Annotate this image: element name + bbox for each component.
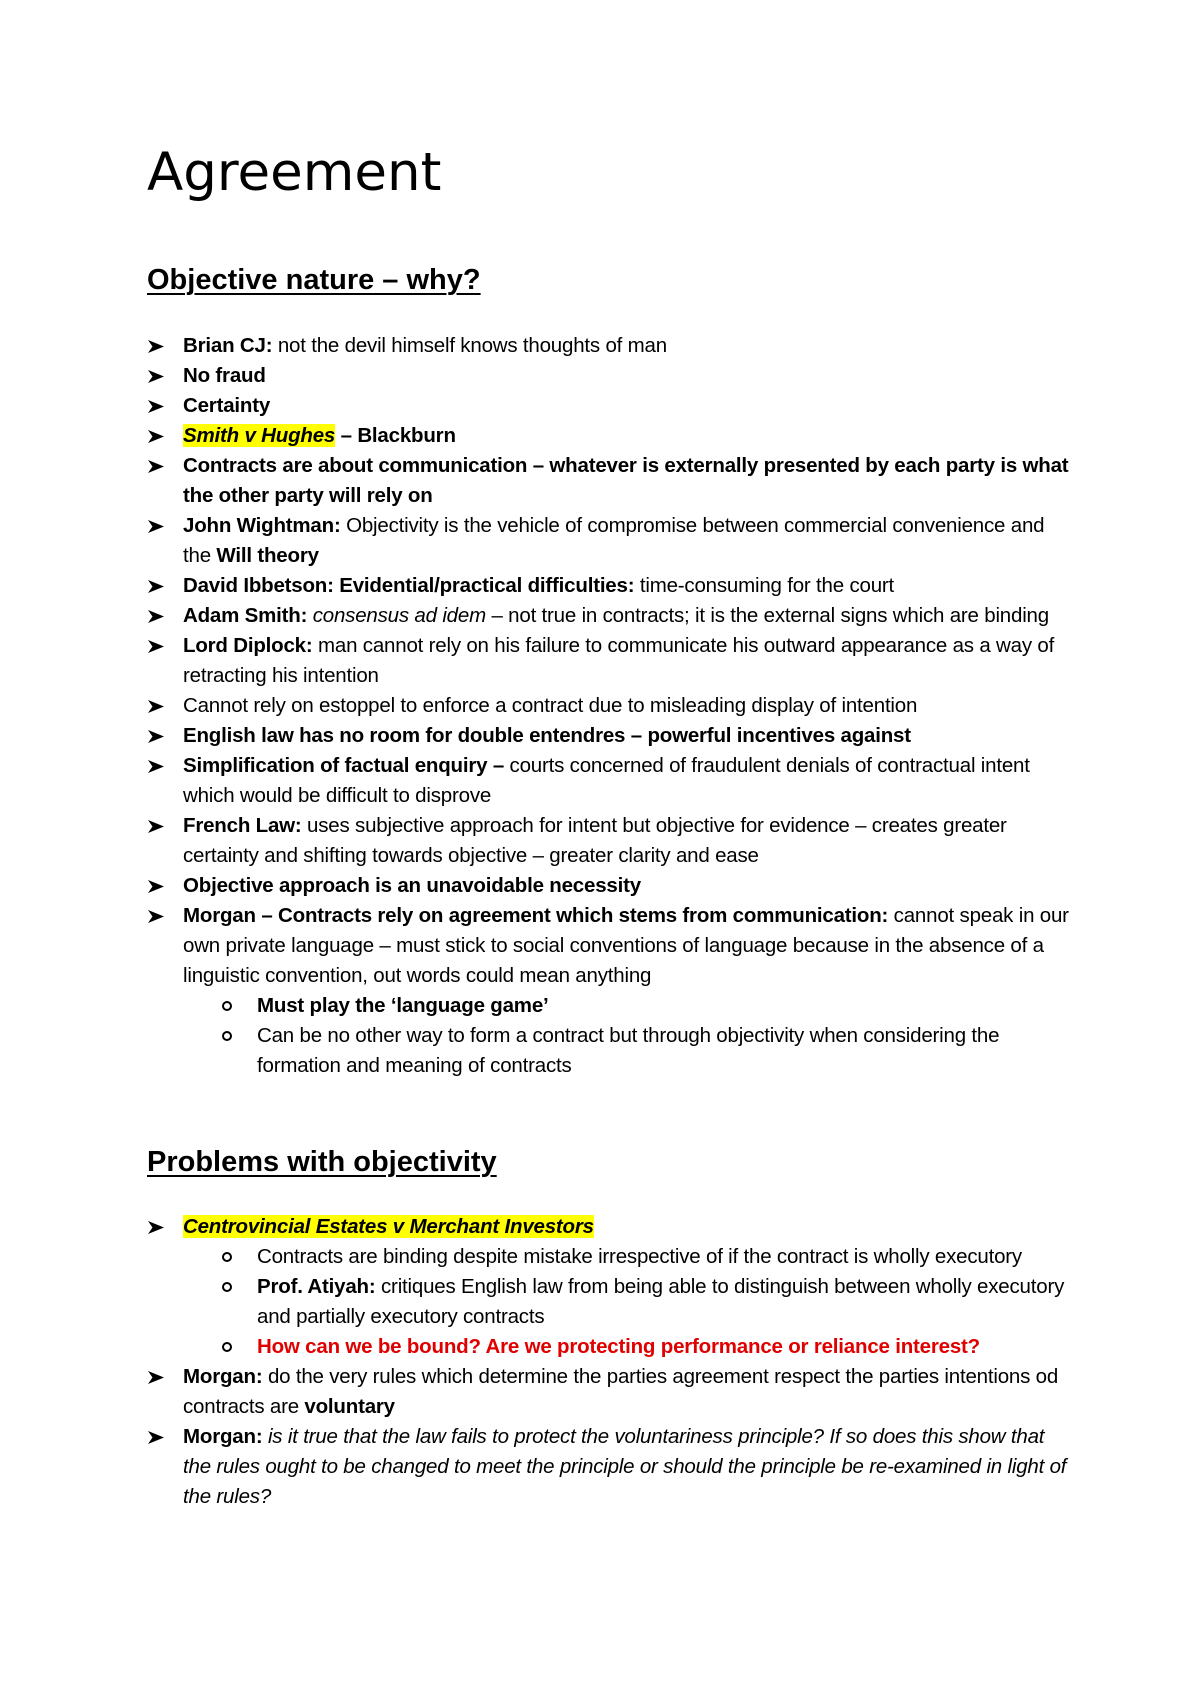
list-item	[147, 631, 1077, 691]
bold-text: Objective approach is an unavoidable necessity	[183, 874, 641, 897]
list-item	[147, 391, 1077, 421]
body-text: cannot speak in our own private language – must stick to social conventions of language because in the absence of a linguistic convention, out words could mean anything	[183, 904, 1069, 987]
circle-bullet-icon	[222, 1031, 232, 1041]
body-text: Objectivity is the vehicle of compromise between commercial convenience and the	[183, 514, 1045, 567]
list-item	[147, 901, 1077, 991]
body-text: not the devil himself knows thoughts of man	[272, 334, 667, 357]
arrow-bullet-icon	[148, 1371, 164, 1384]
body-text: Contracts are binding despite mistake irrespective of if the contract is wholly executory	[257, 1245, 1022, 1268]
list-item	[147, 811, 1077, 871]
body-text: man cannot rely on his failure to communicate his outward appearance as a way of retracting his intention	[183, 634, 1055, 687]
circle-bullet-icon	[222, 1252, 232, 1262]
bold-text: – Blackburn	[335, 424, 456, 447]
list-item	[147, 871, 1077, 901]
arrow-bullet-icon	[148, 610, 164, 623]
section-list-objective-nature	[147, 331, 1077, 1081]
body-text: courts concerned of fraudulent denials of contractual intent which would be difficult to disprove	[183, 754, 1030, 807]
list-item	[147, 751, 1077, 811]
list-item	[147, 421, 1077, 451]
highlighted-case-name: Smith v Hughes	[183, 424, 336, 447]
bold-text: Morgan:	[183, 1425, 263, 1448]
sub-list-item	[147, 1332, 1077, 1362]
arrow-bullet-icon	[148, 730, 164, 743]
sub-list-item	[147, 1242, 1077, 1272]
bold-text: Must play the ‘language game’	[257, 994, 549, 1017]
arrow-bullet-icon	[148, 400, 164, 413]
case-name	[183, 424, 335, 447]
circle-bullet-icon	[222, 1001, 232, 1011]
section-heading-objective-nature: Objective nature – why?	[147, 264, 481, 296]
list-item	[147, 721, 1077, 751]
bold-text: voluntary	[304, 1395, 395, 1418]
body-text: time-consuming for the court	[634, 574, 895, 597]
circle-bullet-icon	[222, 1342, 232, 1352]
sub-list-item	[147, 991, 1077, 1021]
document-title: Agreement	[147, 142, 442, 203]
body-text: – not true in contracts; it is the external signs which are binding	[485, 604, 1049, 627]
body-text: Can be no other way to form a contract but through objectivity when considering the formation and meaning of contracts	[257, 1024, 1000, 1077]
bold-text: Certainty	[183, 394, 271, 417]
bold-text: Brian CJ:	[183, 334, 273, 357]
sub-list-item	[147, 1272, 1077, 1332]
arrow-bullet-icon	[148, 580, 164, 593]
list-item	[147, 1362, 1077, 1422]
bold-text: Adam Smith:	[183, 604, 308, 627]
body-text: do the very rules which determine the parties agreement respect the parties intentions od contracts are	[183, 1365, 1059, 1418]
bold-text: Contracts are about communication – whatever is externally presented by each party is what the other party will rely on	[183, 454, 1069, 507]
arrow-bullet-icon	[148, 700, 164, 713]
bold-text: French Law:	[183, 814, 302, 837]
list-item	[147, 451, 1077, 511]
arrow-bullet-icon	[148, 910, 164, 923]
list-item	[147, 691, 1077, 721]
arrow-bullet-icon	[148, 640, 164, 653]
bold-text: English law has no room for double entendres – powerful incentives against	[183, 724, 911, 747]
circle-bullet-icon	[222, 1282, 232, 1292]
arrow-bullet-icon	[148, 520, 164, 533]
list-item	[147, 601, 1077, 631]
bold-text: Will theory	[216, 544, 319, 567]
red-question-text: How can we be bound? Are we protecting performance or reliance interest?	[257, 1335, 980, 1358]
arrow-bullet-icon	[148, 430, 164, 443]
list-item	[147, 1422, 1077, 1512]
list-item	[147, 361, 1077, 391]
arrow-bullet-icon	[148, 760, 164, 773]
list-item	[147, 1212, 1077, 1242]
arrow-bullet-icon	[148, 820, 164, 833]
list-item	[147, 331, 1077, 361]
bold-text: David Ibbetson: Evidential/practical difficulties:	[183, 574, 635, 597]
section-heading-problems-with-objectivity: Problems with objectivity	[147, 1146, 497, 1178]
arrow-bullet-icon	[148, 1431, 164, 1444]
italic-text: consensus ad idem	[307, 604, 486, 627]
sub-list-item	[147, 1021, 1077, 1081]
bold-text: Morgan:	[183, 1365, 263, 1388]
arrow-bullet-icon	[148, 340, 164, 353]
bold-text: Simplification of factual enquiry –	[183, 754, 505, 777]
case-name	[183, 1215, 594, 1238]
arrow-bullet-icon	[148, 370, 164, 383]
bold-text: Morgan – Contracts rely on agreement which stems from communication:	[183, 904, 889, 927]
highlighted-case-name: Centrovincial Estates v Merchant Investors	[183, 1215, 594, 1238]
bold-text: Lord Diplock:	[183, 634, 313, 657]
list-item	[147, 571, 1077, 601]
bold-text: Prof. Atiyah:	[257, 1275, 376, 1298]
body-text: Cannot rely on estoppel to enforce a contract due to misleading display of intention	[183, 694, 918, 717]
body-text: uses subjective approach for intent but objective for evidence – creates greater certainty and shifting towards objective – greater clarity and ease	[183, 814, 1007, 867]
italic-text: is it true that the law fails to protect the voluntariness principle? If so does this show that the rules ought to be changed to meet the principle or should the principle be re-examined in light of the rules?	[183, 1425, 1067, 1508]
section-list-problems-with-objectivity	[147, 1212, 1077, 1512]
list-item	[147, 511, 1077, 571]
arrow-bullet-icon	[148, 880, 164, 893]
arrow-bullet-icon	[148, 1221, 164, 1234]
bold-text: John Wightman:	[183, 514, 341, 537]
arrow-bullet-icon	[148, 460, 164, 473]
body-text: critiques English law from being able to distinguish between wholly executory and partially executory contracts	[257, 1275, 1065, 1328]
bold-text: No fraud	[183, 364, 266, 387]
